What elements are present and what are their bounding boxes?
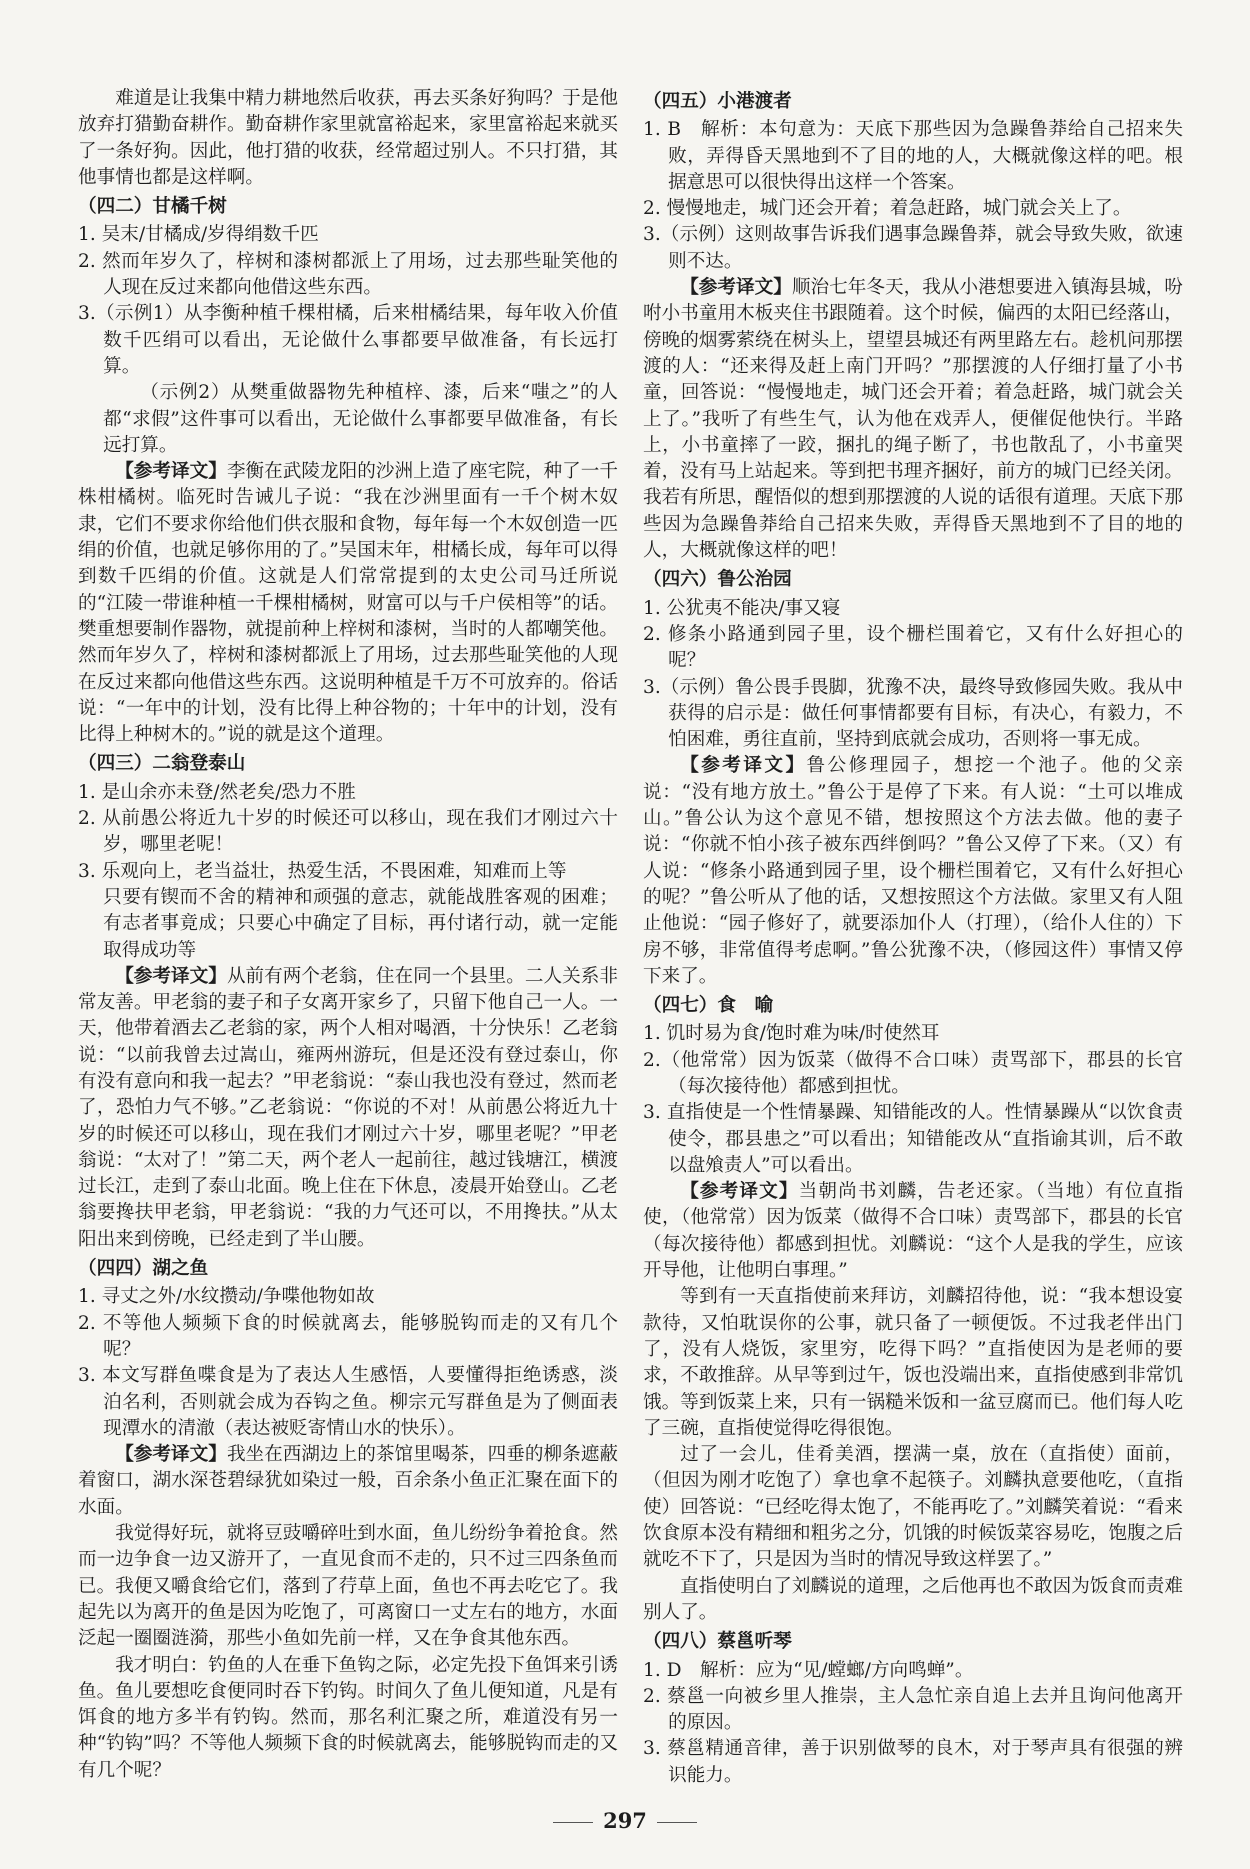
answer-42-1: 1. 吴末/甘橘成/岁得绢数千匹 <box>78 224 319 246</box>
answer-44-2: 2. 不等他人频频下食的时候就离去，能够脱钩而走的又有几个呢？ <box>78 1312 618 1360</box>
answer-45-3: 3.（示例）这则故事告诉我们遇事急躁鲁莽，就会导致失败，欲速则不达。 <box>643 224 1183 272</box>
section-title-47: （四七）食 喻 <box>643 995 774 1017</box>
answer-46-1: 1. 公犹夷不能决/事又寝 <box>643 597 841 619</box>
answer-45-2: 2. 慢慢地走，城门还会开着；着急赶路，城门就会关上了。 <box>643 198 1132 220</box>
answer-44-1: 1. 寻丈之外/水纹攒动/争喋他物如故 <box>78 1286 375 1308</box>
translation-47-p4: 直指使明白了刘麟说的道理，之后他再也不敢因为饭食而责难别人了。 <box>643 1575 1183 1623</box>
translation-tag: 【参考译文】 <box>115 1444 227 1466</box>
translation-text: 顺治七年冬天，我从小港想要进入镇海县城，吩咐小书童用木板夹住书跟随着。这个时候，偏西的太阳已经落山，傍晚的烟雾萦绕在树头上，望望县城还有两里路左右。趁机问那摆渡的人：“还来得及赶上南门开吗？”那摆渡的人仔细打量了小书童，回答说：“慢慢地走，城门还会开着；着急赶路，城门就会关上了。”我听了有些生气，认为他在戏弄人，便催促他快行。半路上，小书童摔了一跤，捆扎的绳子断了，书也散乱了，小书童哭着，没有马上站起来。等到把书理齐捆好，前方的城门已经关闭。我若有所思，醒悟似的想到那摆渡的人说的话很有道理。天底下那些因为急躁鲁莽给自己招来失败，弄得昏天黑地到不了目的地的人，大概就像这样的吧！ <box>643 277 1183 562</box>
translation-44-p3: 我才明白：钓鱼的人在垂下鱼钩之际，必定先投下鱼饵来引诱鱼。鱼儿要想吃食便同时吞下钓钩。时间久了鱼儿便知道，凡是有饵食的地方多半有钓钩。然而，那名利汇聚之所，难道没有另一种“钓钩”吗？不等他人频频下食的时候就离去，能够脱钩而走的又有几个呢？ <box>78 1654 618 1781</box>
section-title-46: （四六）鲁公治园 <box>643 569 792 591</box>
translation-44-p2: 我觉得好玩，就将豆豉嚼碎吐到水面，鱼儿纷纷争着抢食。然而一边争食一边又游开了，一直见食而不走的，只不过三四条鱼而已。我便又嚼食给它们，落到了荇草上面，鱼也不再去吃它了。我起先以为离开的鱼是因为吃饱了，可离窗口一丈左右的地方，水面泛起一圈圈涟漪，那些小鱼如先前一样，又在争食其他东西。 <box>78 1523 618 1650</box>
answer-43-3: 3. 乐观向上，老当益壮，热爱生活，不畏困难，知难而上等 <box>78 860 567 882</box>
continued-paragraph: 难道是让我集中精力耕地然后收获，再去买条好狗吗？于是他放弃打猎勤奋耕作。勤奋耕作家里就富裕起来，家里富裕起来就买了一条好狗。因此，他打猎的收获，经常超过别人。不只打猎，其他事情也都是这样啊。 <box>78 88 618 188</box>
translation-text: 李衡在武陵龙阳的沙洲上造了座宅院，种了一千株柑橘树。临死时告诫儿子说：“我在沙洲里面有一千个树木奴隶，它们不要求你给他们供衣服和食物，每年每一个木奴创造一匹绢的价值，也就足够你用的了。”吴国末年，柑橘长成，每年可以得到数千匹绢的价值。这就是人们常常提到的太史公司马迁所说的“江陵一带谁种植一千棵柑橘树，财富可以与千户侯相等”的话。樊重想要制作器物，就提前种上梓树和漆树，当时的人都嘲笑他。然而年岁久了，梓树和漆树都派上了用场，过去那些耻笑他的人现在反过来都向他借这些东西。这说明种植是千万不可放弃的。俗话说：“一年中的计划，没有比得上种谷物的；十年中的计划，没有比得上种树木的。”说的就是这个道理。 <box>78 461 618 746</box>
translation-tag: 【参考译文】 <box>680 1181 799 1203</box>
answer-48-3: 3. 蔡邕精通音律，善于识别做琴的良木，对于琴声具有很强的辨识能力。 <box>643 1738 1183 1786</box>
answer-42-2: 2. 然而年岁久了，梓树和漆树都派上了用场，过去那些耻笑他的人现在反过来都向他借这些东西。 <box>78 250 618 299</box>
answer-47-3: 3. 直指使是一个性情暴躁、知错能改的人。性情暴躁从“以饮食责使令，郡县患之”可以看出；知错能改从“直指谕其训，后不敢以盘飧责人”可以看出。 <box>643 1102 1183 1176</box>
translation-47-p2: 等到有一天直指使前来拜访，刘麟招待他，说：“我本想设宴款待，又怕耽误你的公事，就只备了一顿便饭。不过我老伴出门了，没有人烧饭，家里穷，吃得下吗？”直指使因为是老师的要求，不敢推辞。从早等到过午，饭也没端出来，直指使感到非常饥饿。等到饭菜上来，只有一锅糙米饭和一盆豆腐而已。他们每人吃了三碗，直指使觉得吃得很饱。 <box>643 1286 1183 1439</box>
translation-45 <box>643 275 1183 564</box>
translation-46 <box>643 753 1183 990</box>
page-number: 297 <box>603 1808 647 1833</box>
right-column <box>643 86 1183 1789</box>
translation-text: 我坐在西湖边上的茶馆里喝茶，四垂的柳条遮蔽着窗口，湖水深苍碧绿犹如染过一般，百余条小鱼正汇聚在面下的水面。 <box>78 1444 618 1518</box>
answer-48-2: 2. 蔡邕一向被乡里人推崇，主人急忙亲自追上去并且询问他离开的原因。 <box>643 1685 1183 1734</box>
translation-44 <box>78 1442 618 1521</box>
section-title-48: （四八）蔡邕听琴 <box>643 1631 792 1653</box>
answer-48-1: 1. D 解析：应为“见/螳螂/方向鸣蝉”。 <box>643 1659 974 1681</box>
answer-44-3: 3. 本文写群鱼喋食是为了表达人生感悟，人要懂得拒绝诱惑，淡泊名利，否则就会成为吞钩之鱼。柳宗元写群鱼是为了侧面表现潭水的清澈（表达被贬寄情山水的快乐）。 <box>78 1365 618 1439</box>
footer-rule-right <box>657 1822 697 1823</box>
translation-text: 当朝尚书刘麟，告老还家。（当地）有位直指使，（他常常）因为饭菜（做得不合口味）责骂部下，郡县的长官（每次接待他）都感到担忧。刘麟说：“这个人是我的学生，应该开导他，让他明白事理。” <box>643 1181 1183 1282</box>
answer-47-1: 1. 饥时易为食/饱时难为味/时使然耳 <box>643 1023 940 1045</box>
answer-45-1: 1. B 解析：本句意为：天底下那些因为急躁鲁莽给自己招来失败，弄得昏天黑地到不了目的地的人，大概就像这样的吧。根据意思可以很快得出这样一个答案。 <box>643 119 1183 193</box>
answer-43-2: 2. 从前愚公将近九十岁的时候还可以移山，现在我们才刚过六十岁，哪里老呢！ <box>78 808 618 856</box>
translation-43 <box>78 964 618 1253</box>
answer-46-2: 2. 修条小路通到园子里，设个栅栏围着它，又有什么好担心的呢？ <box>643 623 1183 672</box>
translation-47 <box>643 1179 1183 1284</box>
translation-47-p3: 过了一会儿，佳肴美酒，摆满一桌，放在（直指使）面前，（但因为刚才吃饱了）拿也拿不起筷子。刘麟执意要他吃，（直指使）回答说：“已经吃得太饱了，不能再吃了。”刘麟笑着说：“看来饮食原本没有精细和粗劣之分，饥饿的时候饭菜容易吃，饱腹之后就吃不下了，只是因为当时的情况导致这样罢了。” <box>643 1444 1183 1571</box>
answer-43-1: 1. 是山余亦未登/然老矣/恐力不胜 <box>78 781 356 803</box>
section-title-45: （四五）小港渡者 <box>643 91 792 112</box>
answer-42-3: 3.（示例1）从李衡种植千棵柑橘，后来柑橘结果，每年收入价值数千匹绢可以看出，无论做什么事都要早做准备，有长远打算。 <box>78 303 618 377</box>
translation-text: 鲁公修理园子，想挖一个池子。他的父亲说：“没有地方放土。”鲁公于是停了下来。有人说：“土可以堆成山。”鲁公认为这个意见不错，想按照这个方法去做。他的妻子说：“你就不怕小孩子被东西绊倒吗？”鲁公又停了下来。（又）有人说：“修条小路通到园子里，设个栅栏围着它，又有什么好担心的呢？”鲁公听从了他的话，又想按照这个方法做。家里又有人阻止他说：“园子修好了，就要添加仆人（打理），（给仆人住的）下房不够，非常值得考虑啊。”鲁公犹豫不决，（修园这件）事情又停下来了。 <box>643 755 1183 987</box>
translation-tag: 【参考译文】 <box>680 277 792 299</box>
section-title-43: （四三）二翁登泰山 <box>78 753 246 775</box>
footer-rule-left <box>553 1822 593 1823</box>
answer-46-3: 3.（示例）鲁公畏手畏脚，犹豫不决，最终导致修园失败。我从中获得的启示是：做任何事情都要有目标，有决心，有毅力，不怕困难，勇往直前，坚持到底就会成功，否则将一事无成。 <box>643 676 1183 751</box>
translation-tag: 【参考译文】 <box>115 461 227 483</box>
translation-text: 从前有两个老翁，住在同一个县里。二人关系非常友善。甲老翁的妻子和子女离开家乡了，只留下他自己一人。一天，他带着酒去乙老翁的家，两个人相对喝酒，十分快乐！乙老翁说：“以前我曾去过嵩山，雍两州游玩，但是还没有登过泰山，你有没有意向和我一起去？”甲老翁说：“泰山我也没有登过，然而老了，恐怕力气不够。”乙老翁说：“你说的不对！从前愚公将近九十岁的时候还可以移山，现在我们才刚过六十岁，哪里老呢？”甲老翁说：“太对了！”第二天，两个老人一起前往，越过钱塘江，横渡过长江，走到了泰山北面。晚上住在下休息，凌晨开始登山。乙老翁要搀扶甲老翁，甲老翁说：“我的力气还可以，不用搀扶。”从太阳出来到傍晚，已经走到了半山腰。 <box>78 965 618 1250</box>
answer-47-2: 2.（他常常）因为饭菜（做得不合口味）责骂部下，郡县的长官（每次接待他）都感到担忧。 <box>643 1049 1183 1097</box>
page-number-footer <box>0 1808 1250 1833</box>
translation-42 <box>78 459 618 748</box>
section-title-44: （四四）湖之鱼 <box>78 1258 209 1280</box>
answer-42-3b: （示例2）从樊重做器物先种植梓、漆，后来“嗤之”的人都“求假”这件事可以看出，无论做什么事都要早做准备，有长远打算。 <box>103 382 618 456</box>
answer-43-3b: 只要有锲而不舍的精神和顽强的意志，就能战胜客观的困难；有志者事竟成；只要心中确定了目标，再付诸行动，就一定能取得成功等 <box>103 886 618 961</box>
left-column <box>78 86 618 1784</box>
section-title-42: （四二）甘橘千树 <box>78 196 227 218</box>
translation-tag: 【参考译文】 <box>680 755 807 777</box>
translation-tag: 【参考译文】 <box>115 965 227 987</box>
